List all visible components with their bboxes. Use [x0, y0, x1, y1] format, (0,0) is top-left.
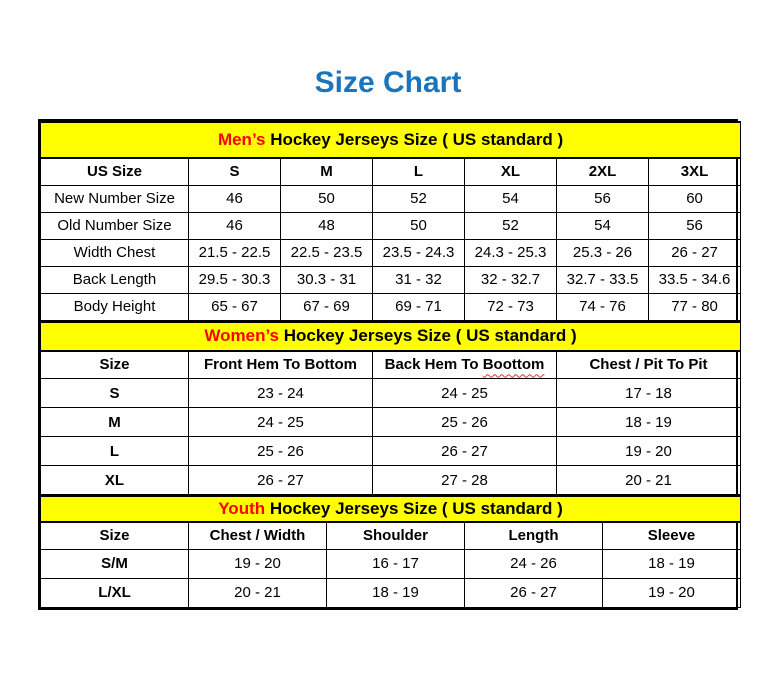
mens-value-cell: 54: [557, 212, 649, 239]
mens-value-cell: 67 - 69: [281, 293, 373, 320]
youth-size-table: [40, 495, 741, 608]
womens-value-cell: 25 - 26: [189, 437, 373, 466]
youth-column-header: Length: [465, 522, 603, 549]
womens-value-cell: 25 - 26: [373, 408, 557, 437]
page-title: Size Chart: [314, 66, 462, 99]
mens-column-header: 3XL: [649, 158, 741, 185]
youth-value-cell: 18 - 19: [603, 549, 741, 578]
mens-value-cell: 24.3 - 25.3: [465, 239, 557, 266]
mens-column-header: XL: [465, 158, 557, 185]
youth-table-row: [41, 549, 741, 578]
mens-value-cell: 32 - 32.7: [465, 266, 557, 293]
mens-value-cell: 65 - 67: [189, 293, 281, 320]
mens-value-cell: 33.5 - 34.6: [649, 266, 741, 293]
mens-value-cell: 25.3 - 26: [557, 239, 649, 266]
mens-value-cell: 69 - 71: [373, 293, 465, 320]
womens-row-label: S: [41, 379, 189, 408]
womens-heading-highlight: Women’s: [204, 326, 279, 345]
mens-row-label: New Number Size: [41, 185, 189, 212]
mens-value-cell: 50: [281, 185, 373, 212]
womens-table-row: [41, 408, 741, 437]
youth-value-cell: 19 - 20: [189, 549, 327, 578]
youth-value-cell: 20 - 21: [189, 578, 327, 607]
womens-value-cell: 26 - 27: [373, 437, 557, 466]
youth-table-row: [41, 578, 741, 607]
mens-value-cell: 46: [189, 212, 281, 239]
womens-value-cell: 20 - 21: [557, 466, 741, 495]
youth-row-label: S/M: [41, 549, 189, 578]
mens-table-row: [41, 212, 741, 239]
youth-value-cell: 18 - 19: [327, 578, 465, 607]
youth-column-header: Size: [41, 522, 189, 549]
mens-value-cell: 31 - 32: [373, 266, 465, 293]
womens-table-row: [41, 437, 741, 466]
youth-section-heading: [41, 496, 741, 522]
womens-value-cell: 18 - 19: [557, 408, 741, 437]
youth-value-cell: 24 - 26: [465, 549, 603, 578]
size-chart: [38, 119, 738, 610]
mens-value-cell: 21.5 - 22.5: [189, 239, 281, 266]
youth-heading-highlight: Youth: [218, 499, 266, 518]
mens-value-cell: 30.3 - 31: [281, 266, 373, 293]
mens-value-cell: 52: [373, 185, 465, 212]
mens-value-cell: 60: [649, 185, 741, 212]
mens-column-header: L: [373, 158, 465, 185]
youth-value-cell: 19 - 20: [603, 578, 741, 607]
mens-value-cell: 46: [189, 185, 281, 212]
womens-size-table: [40, 321, 741, 496]
mens-value-cell: 50: [373, 212, 465, 239]
mens-value-cell: 52: [465, 212, 557, 239]
mens-table-row: [41, 239, 741, 266]
mens-table-row: [41, 266, 741, 293]
mens-table-row: [41, 293, 741, 320]
womens-value-cell: 24 - 25: [189, 408, 373, 437]
mens-value-cell: 72 - 73: [465, 293, 557, 320]
womens-value-cell: 19 - 20: [557, 437, 741, 466]
youth-column-header: Shoulder: [327, 522, 465, 549]
mens-row-label: Width Chest: [41, 239, 189, 266]
mens-heading-highlight: Men’s: [217, 130, 266, 149]
mens-value-cell: 22.5 - 23.5: [281, 239, 373, 266]
womens-column-header: Size: [41, 351, 189, 379]
womens-value-cell: 17 - 18: [557, 379, 741, 408]
womens-column-header: Chest / Pit To Pit: [557, 351, 741, 379]
mens-heading-rest: Hockey Jerseys Size ( US standard ): [265, 130, 564, 149]
mens-section-heading: [41, 122, 741, 158]
mens-value-cell: 32.7 - 33.5: [557, 266, 649, 293]
mens-column-header: US Size: [41, 158, 189, 185]
mens-value-cell: 26 - 27: [649, 239, 741, 266]
youth-row-label: L/XL: [41, 578, 189, 607]
mens-size-table: [40, 121, 741, 321]
womens-value-cell: 27 - 28: [373, 466, 557, 495]
womens-value-cell: 23 - 24: [189, 379, 373, 408]
womens-heading-rest: Hockey Jerseys Size ( US standard ): [279, 326, 577, 345]
mens-value-cell: 48: [281, 212, 373, 239]
mens-value-cell: 56: [649, 212, 741, 239]
womens-row-label: XL: [41, 466, 189, 495]
mens-row-label: Body Height: [41, 293, 189, 320]
womens-column-header: Front Hem To Bottom: [189, 351, 373, 379]
youth-column-header: Sleeve: [603, 522, 741, 549]
mens-row-label: Old Number Size: [41, 212, 189, 239]
youth-value-cell: 26 - 27: [465, 578, 603, 607]
youth-value-cell: 16 - 17: [327, 549, 465, 578]
mens-value-cell: 23.5 - 24.3: [373, 239, 465, 266]
mens-value-cell: 56: [557, 185, 649, 212]
womens-column-header: [373, 351, 557, 379]
mens-column-header: 2XL: [557, 158, 649, 185]
header-text: Back Hem To: [384, 356, 483, 374]
mens-value-cell: 29.5 - 30.3: [189, 266, 281, 293]
womens-table-row: [41, 466, 741, 495]
womens-row-label: M: [41, 408, 189, 437]
mens-value-cell: 77 - 80: [649, 293, 741, 320]
mens-table-row: [41, 185, 741, 212]
womens-row-label: L: [41, 437, 189, 466]
misspelled-word: Boottom: [482, 356, 545, 374]
mens-row-label: Back Length: [41, 266, 189, 293]
womens-value-cell: 24 - 25: [373, 379, 557, 408]
mens-column-header: S: [189, 158, 281, 185]
womens-table-row: [41, 379, 741, 408]
youth-column-header: Chest / Width: [189, 522, 327, 549]
womens-section-heading: [41, 322, 741, 351]
youth-heading-rest: Hockey Jerseys Size ( US standard ): [265, 499, 563, 518]
mens-value-cell: 74 - 76: [557, 293, 649, 320]
mens-column-header: M: [281, 158, 373, 185]
mens-value-cell: 54: [465, 185, 557, 212]
womens-value-cell: 26 - 27: [189, 466, 373, 495]
